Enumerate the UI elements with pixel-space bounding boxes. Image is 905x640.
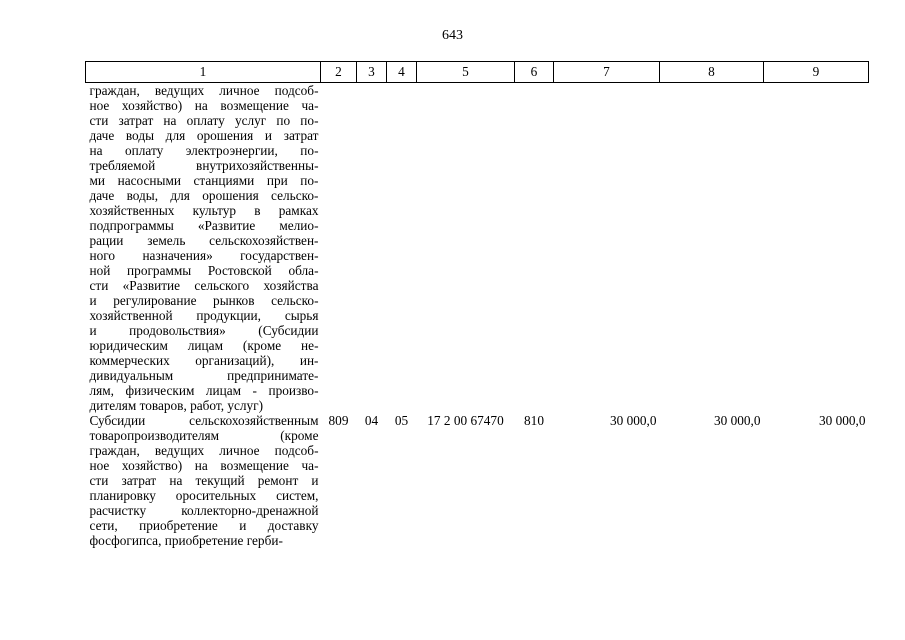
description-line: требляемой внутрихозяйственны-: [89, 158, 319, 173]
budget-table: [85, 61, 869, 548]
cell-target-article: 17 2 00 67470: [427, 413, 504, 428]
description-line: коммерческих организаций), ин-: [89, 353, 319, 368]
cell-subsection-code: [387, 83, 417, 414]
column-header-4: 4: [387, 62, 417, 83]
description-line: и продовольствия» (Субсидии: [89, 323, 319, 338]
cell-expense-type: 810: [524, 413, 544, 428]
description-line: сти затрат на текущий ремонт и: [89, 473, 319, 488]
description-line: товаропроизводителям (кроме: [89, 428, 319, 443]
column-header-7: 7: [554, 62, 660, 83]
cell-section-code: 04: [364, 413, 379, 428]
cell-subsection-code: 05: [394, 413, 409, 428]
cell-amount-year3: 30 000,0: [818, 413, 866, 428]
table-header-row: [86, 62, 869, 83]
row-description: [86, 413, 321, 548]
description-line: граждан, ведущих личное подсоб-: [89, 443, 319, 458]
cell-section-code: [357, 83, 387, 414]
description-line: Субсидии сельскохозяйственным: [89, 413, 319, 428]
column-header-3: 3: [357, 62, 387, 83]
cell-amount-year1: 30 000,0: [609, 413, 657, 428]
description-line: сти «Развитие сельского хозяйства: [89, 278, 319, 293]
description-line: расчистку коллекторно-дренажной: [89, 503, 319, 518]
description-line: ной программы Ростовской обла-: [89, 263, 319, 278]
table-row: [86, 83, 869, 414]
column-header-8: 8: [660, 62, 764, 83]
table-row: [86, 413, 869, 548]
cell-amount-year3: [764, 83, 869, 414]
description-line: дителям товаров, работ, услуг): [89, 398, 264, 413]
page-number: 643: [442, 28, 463, 43]
cell-target-article: [417, 83, 515, 414]
column-header-9: 9: [764, 62, 869, 83]
description-line: ми насосными станциями при по-: [89, 173, 319, 188]
description-line: хозяйственных культур в рамках: [89, 203, 319, 218]
cell-expense-type: [515, 83, 554, 414]
cell-amount-year1: [554, 83, 660, 414]
cell-amount-year2: 30 000,0: [713, 413, 761, 428]
description-line: даче воды, для орошения сельско-: [89, 188, 319, 203]
description-line: дивидуальным предпринимате-: [89, 368, 319, 383]
column-header-6: 6: [515, 62, 554, 83]
description-line: на оплату электроэнергии, по-: [89, 143, 319, 158]
description-line: ного назначения» государствен-: [89, 248, 319, 263]
column-header-2: 2: [321, 62, 357, 83]
description-line: ное хозяйство) на возмещение ча-: [89, 458, 319, 473]
description-line: и регулирование рынков сельско-: [89, 293, 319, 308]
description-line: планировку оросительных систем,: [89, 488, 319, 503]
cell-ministry-code: [321, 83, 357, 414]
description-line: юридическим лицам (кроме не-: [89, 338, 319, 353]
column-header-5: 5: [417, 62, 515, 83]
description-line: подпрограммы «Развитие мелио-: [89, 218, 319, 233]
description-line: граждан, ведущих личное подсоб-: [89, 83, 319, 98]
description-line: рации земель сельскохозяйствен-: [89, 233, 319, 248]
description-line: лям, физическим лицам - произво-: [89, 383, 319, 398]
description-line: даче воды для орошения и затрат: [89, 128, 319, 143]
description-line: сти затрат на оплату услуг по по-: [89, 113, 319, 128]
cell-amount-year2: [660, 83, 764, 414]
description-line: хозяйственной продукции, сырья: [89, 308, 319, 323]
description-line: фосфогипса, приобретение герби-: [89, 533, 283, 548]
description-line: сети, приобретение и доставку: [89, 518, 319, 533]
column-header-1: 1: [86, 62, 321, 83]
description-line: ное хозяйство) на возмещение ча-: [89, 98, 319, 113]
cell-ministry-code: 809: [328, 413, 349, 428]
row-description: [86, 83, 321, 414]
